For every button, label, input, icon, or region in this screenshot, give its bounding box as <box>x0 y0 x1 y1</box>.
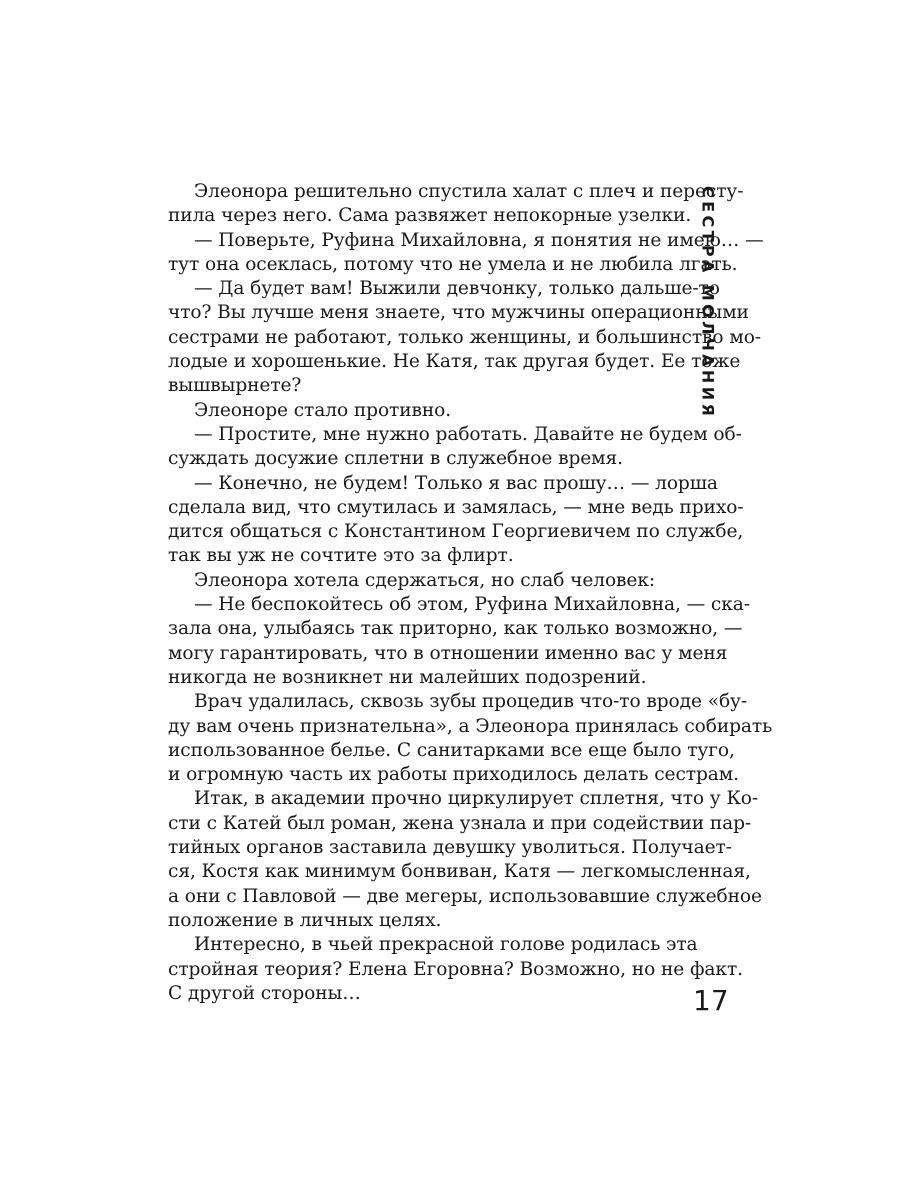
text-line: использованное белье. С санитарками все еще было туго, <box>168 739 735 761</box>
text-line: могу гарантировать, что в отношении именно вас у меня <box>168 642 728 664</box>
text-line: — Поверьте, Руфина Михайловна, я понятия не имею… — <box>194 229 764 251</box>
text-line: — Конечно, не будем! Только я вас прошу… — лорша <box>194 472 718 494</box>
paragraph <box>168 472 744 569</box>
text-line: Элеонора хотела сдержаться, но слаб человек: <box>194 569 656 591</box>
paragraph <box>168 399 663 423</box>
text-line: Элеонора решительно спустила халат с плеч и пересту- <box>194 181 744 202</box>
text-line: Элеоноре стало противно. <box>194 399 452 421</box>
text-line: тут она осеклась, потому что не умела и не любила лгать. <box>168 253 738 275</box>
text-line: и огромную часть их работы приходилось делать сестрам. <box>168 764 739 786</box>
text-line: Интересно, в чьей прекрасной голове родилась эта <box>194 934 698 956</box>
paragraph <box>168 593 750 690</box>
text-line: ся, Костя как минимум бонвиван, Катя — легкомысленная, <box>168 861 751 883</box>
text-line: что? Вы лучше меня знаете, что мужчины операционными <box>168 302 749 324</box>
paragraph <box>168 690 773 787</box>
paragraph <box>168 569 663 593</box>
text-line: С другой стороны… <box>168 982 361 1004</box>
text-line: Врач удалилась, сквозь зубы процедив что-то вроде «бу- <box>194 691 748 713</box>
text-line: сделала вид, что смутилась и замялась, — мне ведь прихо- <box>168 496 744 518</box>
text-line: положение в личных целях. <box>168 909 442 931</box>
text-line: а они с Павловой — две мегеры, использовавшие служебное <box>168 885 762 907</box>
text-line: стройная теория? Елена Егоровна? Возможно, но не факт. <box>168 958 743 980</box>
text-line: зала она, улыбаясь так приторно, как только возможно, — <box>168 618 743 640</box>
text-line: дится общаться с Константином Георгиевичем по службе, <box>168 521 744 543</box>
page-number: 17 <box>693 984 729 1017</box>
text-line: вышвырнете? <box>168 375 302 397</box>
text-line: пила через него. Сама развяжет непокорные узелки. <box>168 205 692 227</box>
text-line: сестрами не работают, только женщины, и большинство мо- <box>168 326 761 348</box>
paragraph <box>168 180 744 229</box>
paragraph <box>168 423 742 472</box>
text-line: лодые и хорошенькие. Не Катя, так другая будет. Ее тоже <box>168 351 741 373</box>
text-line: сти с Катей был роман, жена узнала и при содействии пар- <box>168 812 752 834</box>
text-line: — Простите, мне нужно работать. Давайте не будем об- <box>194 423 742 445</box>
text-line: Итак, в академии прочно циркулирует сплетня, что у Ко- <box>194 788 759 810</box>
text-line: никогда не возникнет ни малейших подозрений. <box>168 666 647 688</box>
paragraph <box>168 229 764 278</box>
text-line: ду вам очень признательна», а Элеонора принялась собирать <box>168 715 773 737</box>
running-head-title: СЕСТРА МОЛЧАНИЯ <box>698 186 718 420</box>
text-line: так вы уж не сочтите это за флирт. <box>168 545 514 567</box>
text-line: тийных органов заставила девушку уволиться. Получает- <box>168 837 732 859</box>
running-head <box>693 186 723 420</box>
paragraph <box>168 787 762 933</box>
text-line: суждать досужие сплетни в служебное время. <box>168 448 623 470</box>
text-line: — Не беспокойтесь об этом, Руфина Михайловна, — ска- <box>194 594 750 616</box>
text-line: — Да будет вам! Выжили девчонку, только дальше-то <box>194 278 720 300</box>
